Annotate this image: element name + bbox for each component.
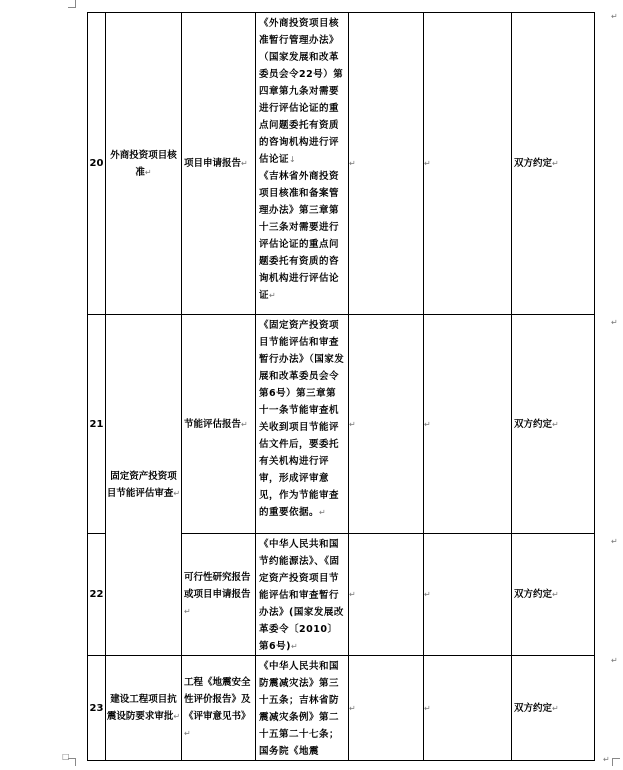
- responsibility-cell: 双方约定↵: [512, 534, 595, 656]
- basis-cell: [256, 656, 349, 761]
- table-row: [88, 13, 595, 315]
- empty-cell: ↵: [349, 13, 424, 315]
- row-end-mark: ↵: [611, 537, 618, 546]
- table-row: [88, 315, 595, 534]
- basis-paragraph: 《固定资产投资项目节能评估和审查暂行办法》（国家发展和改革委员会令第6号）第三章第十一条节能审查机关收到项目节能评估文件后，要委托有关机构进行评审，形成评审意见，作为节能审查的重要依据。↵: [259, 320, 345, 518]
- item-name-cell: 固定资产投资项目节能评估审查↵: [106, 315, 182, 656]
- row-number: 21: [88, 315, 106, 534]
- material-cell: 节能评估报告↵: [182, 315, 256, 534]
- row-end-mark: ↵: [603, 755, 610, 764]
- crop-mark: [612, 758, 620, 766]
- row-number: 23: [88, 656, 106, 761]
- material-cell: 工程《地震安全性评价报告》及《评审意见书》↵: [182, 656, 256, 761]
- item-name-cell: 建设工程项目抗震设防要求审批↵: [106, 656, 182, 761]
- empty-cell: ↵: [349, 534, 424, 656]
- basis-paragraph: 《中华人民共和国节约能源法》、《固定资产投资项目节能评估和审查暂行办法》(国家发展改革委令〔2010〕第6号)↵: [259, 539, 344, 652]
- basis-paragraph: 《吉林省外商投资项目核准和备案管理办法》第三章第十三条对需要进行评估论证的重点问题委托有资质的咨询机构进行评估论证↵: [259, 171, 340, 301]
- admin-items-table: [87, 12, 595, 761]
- empty-cell: ↵: [424, 13, 512, 315]
- empty-cell: ↵: [424, 656, 512, 761]
- row-number: 20: [88, 13, 106, 315]
- responsibility-cell: 双方约定↵: [512, 13, 595, 315]
- basis-cell: [256, 534, 349, 656]
- empty-cell: ↵: [349, 315, 424, 534]
- responsibility-cell: 双方约定↵: [512, 656, 595, 761]
- basis-cell: [256, 315, 349, 534]
- row-end-mark: □: [62, 752, 70, 761]
- empty-cell: ↵: [424, 534, 512, 656]
- row-end-mark: ↵: [611, 12, 618, 21]
- row-end-mark: ↵: [611, 318, 618, 327]
- basis-paragraph: 《外商投资项目核准暂行管理办法》（国家发展和改革委员会令22号）第四章第九条对需要进行评估论证的重点问题委托有资质的咨询机构进行评估论证↓: [259, 18, 344, 165]
- material-cell: 项目申请报告↵: [182, 13, 256, 315]
- row-end-mark: ↵: [611, 656, 618, 665]
- material-cell: 可行性研究报告或项目申请报告↵: [182, 534, 256, 656]
- crop-mark: [68, 0, 76, 8]
- basis-cell: [256, 13, 349, 315]
- crop-mark: [68, 758, 76, 766]
- table-row: [88, 656, 595, 761]
- empty-cell: ↵: [349, 656, 424, 761]
- row-number: 22: [88, 534, 106, 656]
- basis-paragraph: 《中华人民共和国防震减灾法》第三十五条；吉林省防震减灾条例》第二十五第二十七条；国务院《地震: [259, 661, 340, 757]
- empty-cell: ↵: [424, 315, 512, 534]
- item-name-cell: 外商投资项目核准↵: [106, 13, 182, 315]
- responsibility-cell: 双方约定↵: [512, 315, 595, 534]
